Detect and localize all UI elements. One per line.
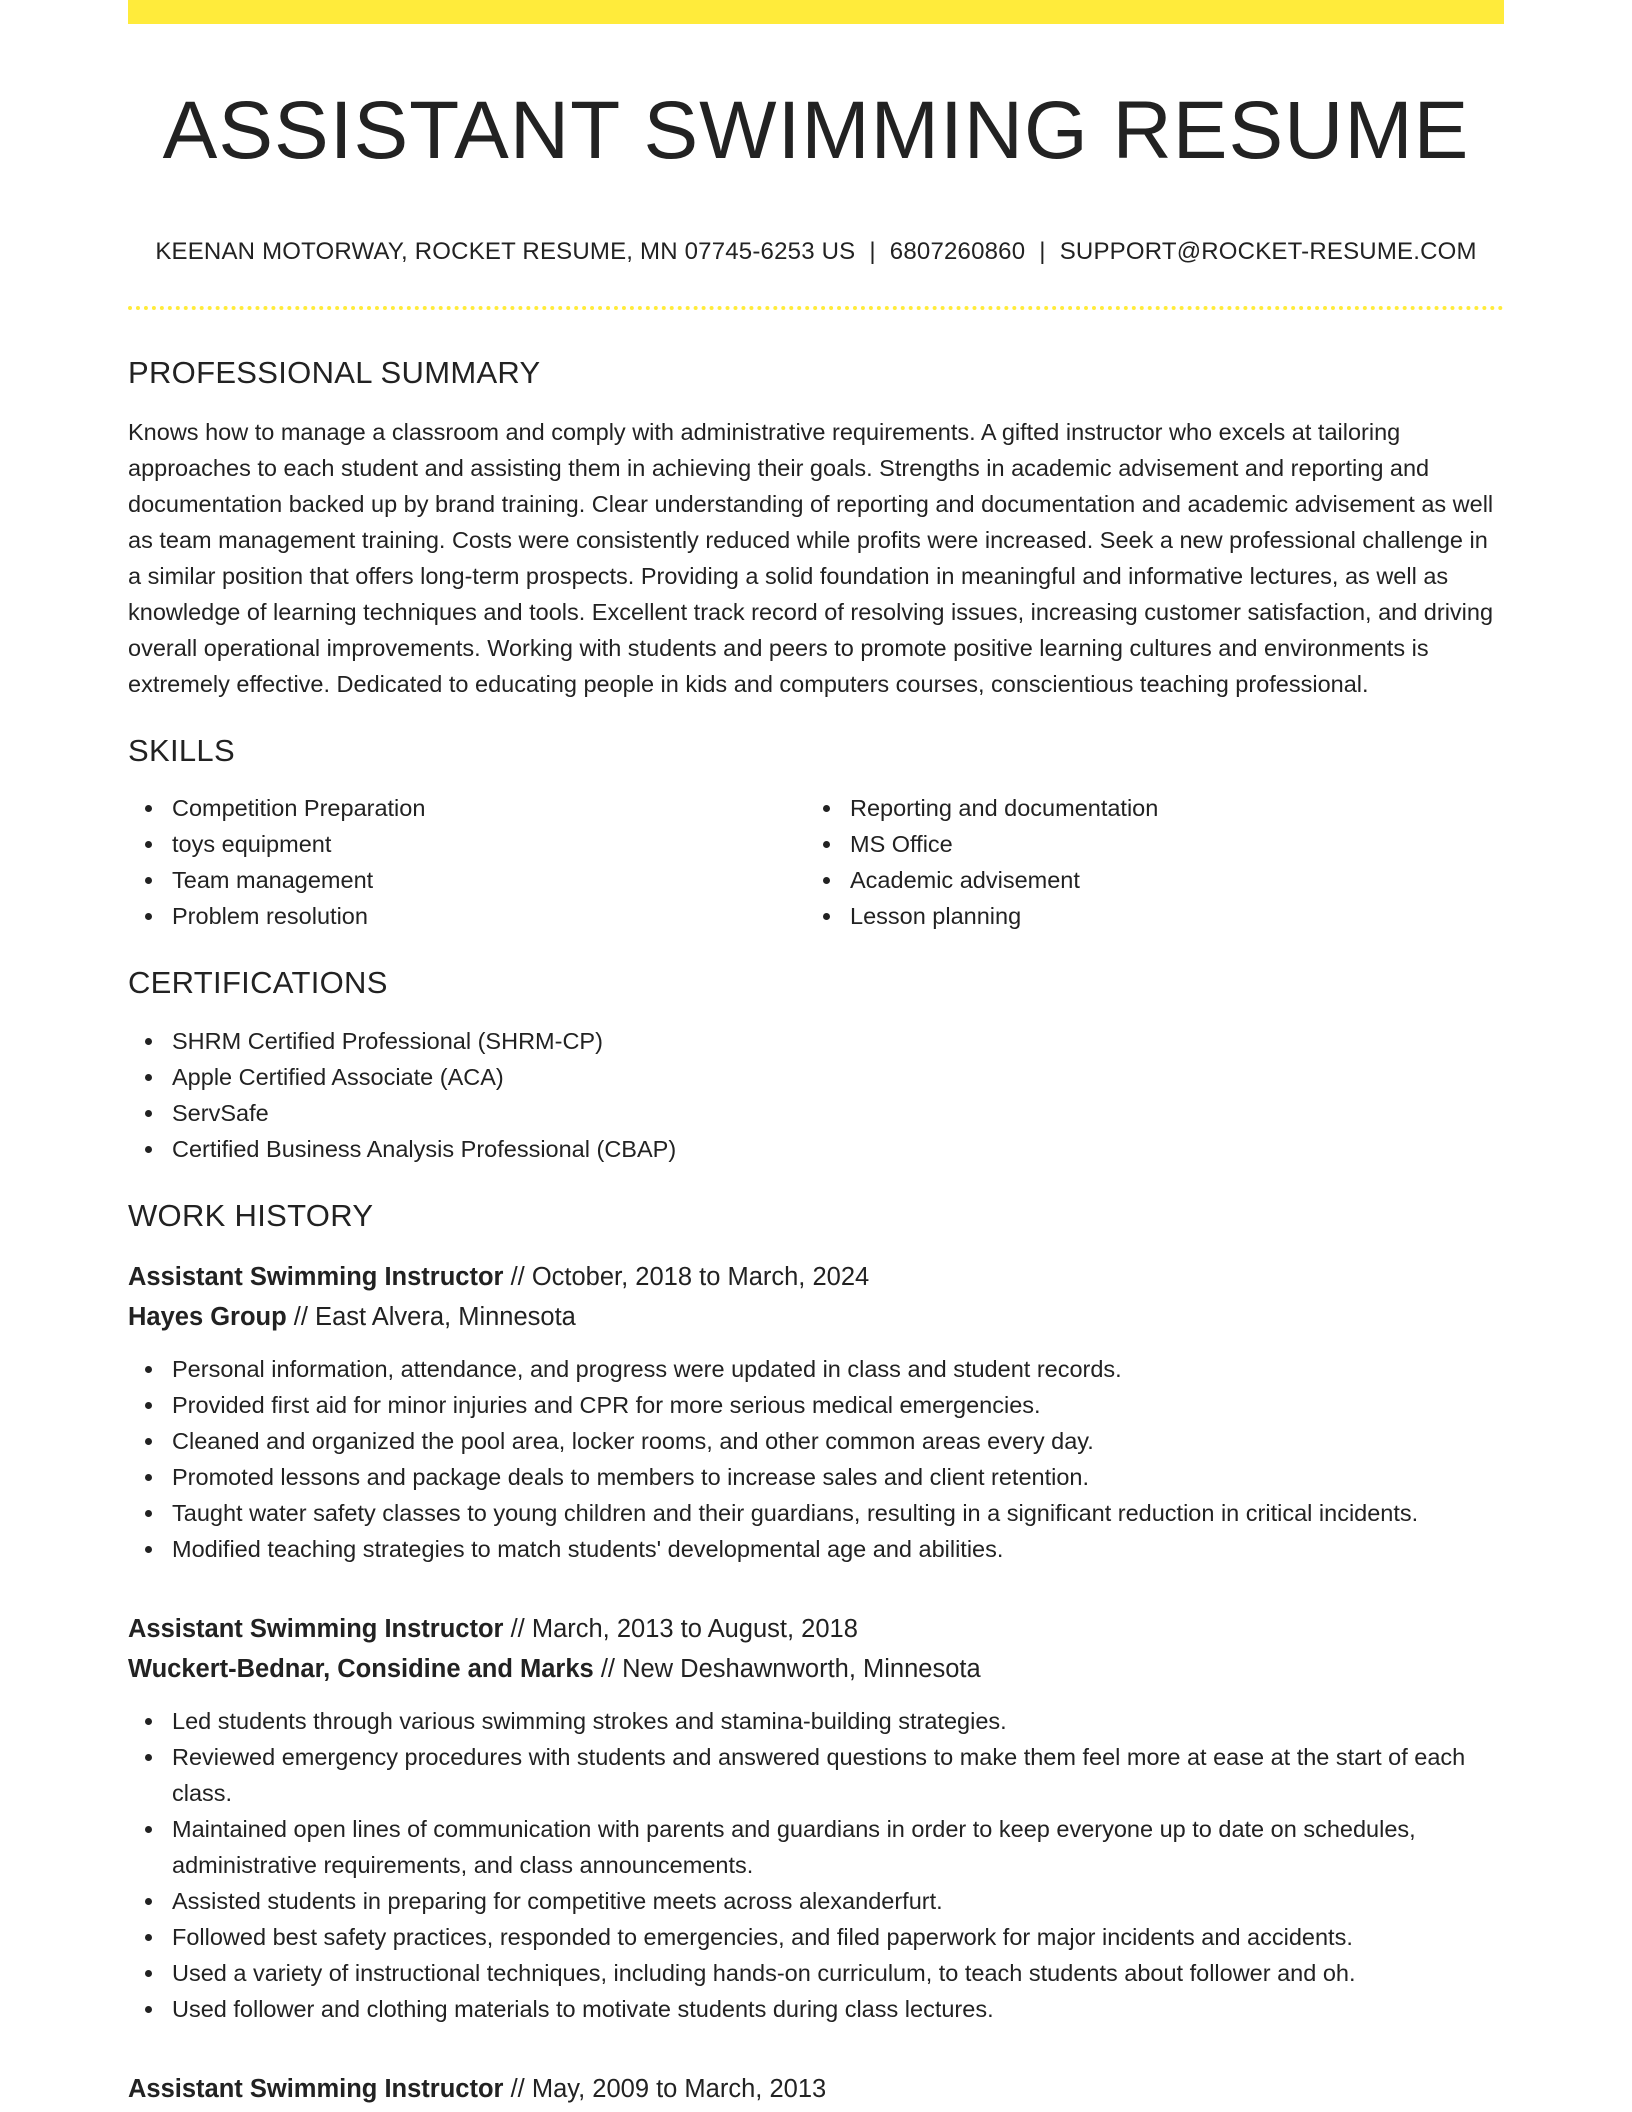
job-entry: [128, 1257, 1504, 1567]
job-title-line: [128, 1257, 1504, 1297]
skills-list-left: [128, 790, 806, 934]
job-bullet: Followed best safety practices, responded to emergencies, and filed paperwork for major incidents and accidents.: [172, 1919, 1504, 1955]
job-bullet: Personal information, attendance, and progress were updated in class and student records.: [172, 1351, 1504, 1387]
contact-email: SUPPORT@ROCKET-RESUME.COM: [1059, 238, 1477, 266]
contact-separator: |: [1039, 238, 1046, 266]
skill-item: Team management: [172, 862, 806, 898]
job-location: // East Alvera, Minnesota: [286, 1302, 576, 1331]
job-company: Wuckert-Bednar, Considine and Marks: [128, 1654, 594, 1683]
job-bullet: Led students through various swimming strokes and stamina-building strategies.: [172, 1703, 1504, 1739]
skills-heading: SKILLS: [128, 733, 235, 769]
job-entry: [128, 1609, 1504, 2027]
job-entry: [128, 2069, 1504, 2109]
certifications-heading: CERTIFICATIONS: [128, 965, 388, 1001]
contact-phone: 6807260860: [889, 238, 1026, 266]
certification-item: Certified Business Analysis Professional (CBAP): [172, 1131, 1504, 1167]
contact-address: KEENAN MOTORWAY, ROCKET RESUME, MN 07745-6253 US: [155, 238, 856, 266]
job-company: Hayes Group: [128, 1302, 287, 1331]
job-title-line: [128, 1609, 1504, 1649]
job-title: Assistant Swimming Instructor: [128, 1262, 504, 1291]
job-title-line: [128, 2069, 1504, 2109]
job-bullet: Promoted lessons and package deals to members to increase sales and client retention.: [172, 1459, 1504, 1495]
job-bullet: Reviewed emergency procedures with students and answered questions to make them feel more at ease at the start of each class.: [172, 1739, 1504, 1811]
job-company-line: [128, 1649, 1504, 1689]
job-bullets: [128, 1351, 1504, 1567]
job-bullets: [128, 1703, 1504, 2027]
job-bullet: Used follower and clothing materials to motivate students during class lectures.: [172, 1991, 1504, 2027]
accent-top-bar: [128, 0, 1504, 24]
job-dates: // May, 2009 to March, 2013: [503, 2074, 827, 2103]
job-dates: // March, 2013 to August, 2018: [503, 1614, 858, 1643]
job-location: // New Deshawnworth, Minnesota: [593, 1654, 981, 1683]
skill-item: MS Office: [850, 826, 1484, 862]
job-bullet: Taught water safety classes to young children and their guardians, resulting in a significant reduction in critical incidents.: [172, 1495, 1504, 1531]
job-title: Assistant Swimming Instructor: [128, 1614, 504, 1643]
summary-heading: PROFESSIONAL SUMMARY: [128, 355, 541, 391]
skill-item: Problem resolution: [172, 898, 806, 934]
job-bullet: Modified teaching strategies to match students' developmental age and abilities.: [172, 1531, 1504, 1567]
skill-item: Reporting and documentation: [850, 790, 1484, 826]
certification-item: ServSafe: [172, 1095, 1504, 1131]
job-bullet: Used a variety of instructional techniques, including hands-on curriculum, to teach students about follower and oh.: [172, 1955, 1504, 1991]
job-bullet: Maintained open lines of communication with parents and guardians in order to keep everyone up to date on schedules, administrative requirements, and class announcements.: [172, 1811, 1504, 1883]
skill-item: Competition Preparation: [172, 790, 806, 826]
job-bullet: Cleaned and organized the pool area, locker rooms, and other common areas every day.: [172, 1423, 1504, 1459]
dotted-divider: [128, 306, 1504, 310]
certifications-list: [128, 1023, 1504, 1167]
resume-page: [128, 0, 1504, 2109]
skill-item: Lesson planning: [850, 898, 1484, 934]
skills-list-right: [806, 790, 1484, 934]
certification-item: Apple Certified Associate (ACA): [172, 1059, 1504, 1095]
skills-grid: [128, 790, 1504, 934]
job-bullet: Provided first aid for minor injuries and CPR for more serious medical emergencies.: [172, 1387, 1504, 1423]
work-history-heading: WORK HISTORY: [128, 1197, 374, 1233]
certification-item: SHRM Certified Professional (SHRM-CP): [172, 1023, 1504, 1059]
contact-line: [128, 238, 1504, 266]
contact-separator: |: [869, 238, 876, 266]
job-title: Assistant Swimming Instructor: [128, 2074, 504, 2103]
skill-item: toys equipment: [172, 826, 806, 862]
resume-title: ASSISTANT SWIMMING RESUME: [162, 85, 1470, 176]
summary-text: Knows how to manage a classroom and comply with administrative requirements. A gifted instructor who excels at tailoring approaches to each student and assisting them in achieving their goals. Strengths in academic advisement and reporting and documentation backed up by brand training. Clear understanding of reporting and documentation and academic advisement as well as team management training. Costs were consistently reduced while profits were increased. Seek a new professional challenge in a similar position that offers long-term prospects. Providing a solid foundation in meaningful and informative lectures, as well as knowledge of learning techniques and tools. Excellent track record of resolving issues, increasing customer satisfaction, and driving overall operational improvements. Working with students and peers to promote positive learning cultures and environments is extremely effective. Dedicated to educating people in kids and computers courses, conscientious teaching professional.: [128, 419, 1494, 698]
skill-item: Academic advisement: [850, 862, 1484, 898]
job-bullet: Assisted students in preparing for competitive meets across alexanderfurt.: [172, 1883, 1504, 1919]
job-dates: // October, 2018 to March, 2024: [503, 1262, 870, 1291]
job-company-line: [128, 1297, 1504, 1337]
